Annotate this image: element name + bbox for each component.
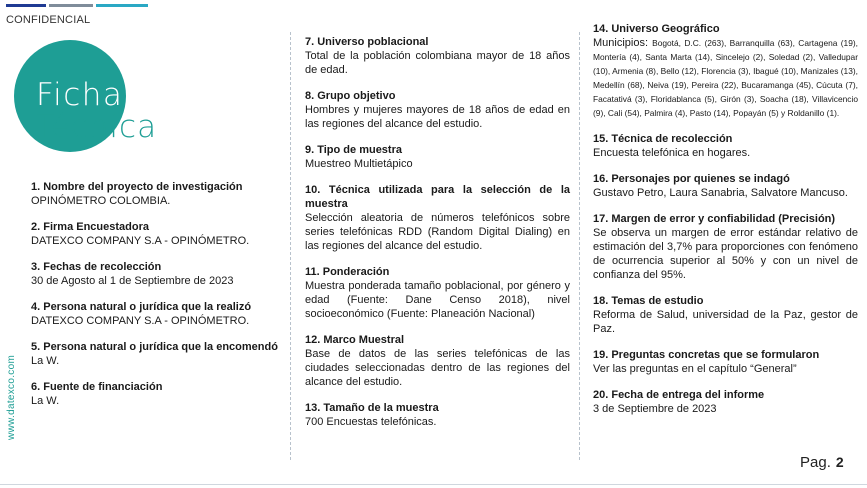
spec-item-body: 3 de Septiembre de 2023 (593, 403, 717, 415)
spec-item-3 (31, 260, 286, 288)
spec-item-body: Se observa un margen de error estándar relativo de estimación del 3,7% para proporciones con fenómeno de ocurrencia superior al 50% y con un nivel de confianza del 95%. (593, 227, 858, 281)
spec-item-title: 5. Persona natural o jurídica que la encomendó (31, 341, 278, 353)
header-color-bars (6, 4, 148, 10)
spec-item-14 (593, 22, 858, 120)
spec-item-title: 19. Preguntas concretas que se formularon (593, 349, 820, 361)
page-label: Pag. (800, 454, 831, 471)
spec-item-title: 1. Nombre del proyecto de investigación (31, 181, 243, 193)
spec-item-20 (593, 388, 858, 416)
spec-item-title: 15. Técnica de recolección (593, 133, 733, 145)
header-bar-teal (96, 4, 148, 7)
spec-item-body: OPINÓMETRO COLOMBIA. (31, 195, 171, 207)
spec-item-2 (31, 220, 286, 248)
spec-item-4 (31, 300, 286, 328)
column-2 (305, 35, 570, 441)
spec-item-body: Ver las preguntas en el capítulo “General” (593, 363, 797, 375)
spec-item-body: 700 Encuestas telefónicas. (305, 416, 437, 428)
spec-item-title: 12. Marco Muestral (305, 334, 405, 346)
column-3 (593, 22, 858, 428)
column-divider-1 (290, 32, 291, 460)
spec-item-body: Muestra ponderada tamaño poblacional, por género y edad (Fuente: Dane Censo 2018), nivel socioeconómico (Fuente: Planeación Nacional) (305, 280, 570, 320)
page-title-line1: Ficha (36, 77, 124, 113)
header-bar-navy (6, 4, 46, 7)
spec-item-body: DATEXCO COMPANY S.A - OPINÓMETRO. (31, 235, 250, 247)
column-1 (31, 180, 286, 420)
bottom-rule (0, 484, 867, 485)
spec-item-title: 14. Universo Geográfico (593, 23, 720, 35)
spec-item-17 (593, 212, 858, 282)
page-number-value: 2 (835, 454, 844, 470)
spec-item-body: Total de la población colombiana mayor de 18 años de edad. (305, 50, 570, 76)
municipalities-label: Municipios: (593, 37, 649, 49)
spec-item-body: Base de datos de las series telefónicas de las ciudades seleccionadas dentro de las regiones del alcance del estudio. (305, 348, 570, 388)
spec-item-title: 10. Técnica utilizada para la selección de la muestra (305, 184, 570, 210)
spec-item-title: 13. Tamaño de la muestra (305, 402, 439, 414)
spec-item-body: Muestreo Multietápico (305, 158, 413, 170)
spec-item-title: 6. Fuente de financiación (31, 381, 163, 393)
hero-title-block (14, 40, 164, 200)
spec-item-title: 7. Universo poblacional (305, 36, 429, 48)
spec-item-8 (305, 89, 570, 131)
spec-item-body: 30 de Agosto al 1 de Septiembre de 2023 (31, 275, 234, 287)
header-bar-gray (49, 4, 93, 7)
spec-item-11 (305, 265, 570, 321)
spec-item-title: 16. Personajes por quienes se indagó (593, 173, 790, 185)
column-divider-2 (579, 32, 580, 460)
spec-item-body: Reforma de Salud, universidad de la Paz, gestor de Paz. (593, 309, 858, 335)
confidential-label: CONFIDENCIAL (6, 14, 91, 26)
spec-item-13 (305, 401, 570, 429)
spec-item-7 (305, 35, 570, 77)
spec-item-title: 4. Persona natural o jurídica que la realizó (31, 301, 252, 313)
spec-item-body: Encuesta telefónica en hogares. (593, 147, 751, 159)
page-number (800, 454, 844, 471)
spec-item-6 (31, 380, 286, 408)
spec-item-title: 11. Ponderación (305, 266, 390, 278)
spec-item-5 (31, 340, 286, 368)
spec-item-15 (593, 132, 858, 160)
spec-item-title: 2. Firma Encuestadora (31, 221, 149, 233)
spec-item-10 (305, 183, 570, 253)
spec-item-title: 8. Grupo objetivo (305, 90, 396, 102)
website-link[interactable]: www.datexco.com (6, 354, 17, 440)
spec-item-16 (593, 172, 858, 200)
spec-item-18 (593, 294, 858, 336)
spec-item-19 (593, 348, 858, 376)
spec-item-title: 3. Fechas de recolección (31, 261, 162, 273)
spec-item-body: DATEXCO COMPANY S.A - OPINÓMETRO. (31, 315, 250, 327)
spec-item-body: La W. (31, 355, 60, 367)
spec-item-1 (31, 180, 286, 208)
spec-item-12 (305, 333, 570, 389)
municipalities-paragraph (593, 36, 858, 120)
spec-item-title: 20. Fecha de entrega del informe (593, 389, 765, 401)
page-title (36, 77, 158, 145)
spec-item-title: 9. Tipo de muestra (305, 144, 402, 156)
spec-item-title: 17. Margen de error y confiabilidad (Precisión) (593, 213, 836, 225)
page-title-line2: Técnica (36, 108, 158, 145)
spec-item-body: Gustavo Petro, Laura Sanabria, Salvatore Mancuso. (593, 187, 848, 199)
spec-item-body: La W. (31, 395, 60, 407)
spec-item-body: Hombres y mujeres mayores de 18 años de edad en las regiones del alcance del estudio. (305, 104, 570, 130)
spec-item-title: 18. Temas de estudio (593, 295, 704, 307)
spec-item-9 (305, 143, 570, 171)
spec-item-body: Selección aleatoria de números telefónicos sobre series telefónicas RDD (Random Digital Dialing) en las regiones del alcance del estudio. (305, 212, 570, 252)
municipalities-list: Bogotá, D.C. (263), Barranquilla (63), Cartagena (19), Montería (4), Santa Marta (14), Sincelejo (2), Soledad (2), Valledupar (10), Armenia (8), Bello (12), Florencia (3), Ibagué (10), Manizales (13), Medellín (68), Neiva (19), Pereira (22), Bucaramanga (45), Cúcuta (7), Facatativá (3), Floridablanca (5), Girón (3), Soacha (18), Villavicencio (9), Cali (54), Palmira (4), Pasto (14), Popayán (5) y Roldanillo (1). (593, 38, 858, 118)
